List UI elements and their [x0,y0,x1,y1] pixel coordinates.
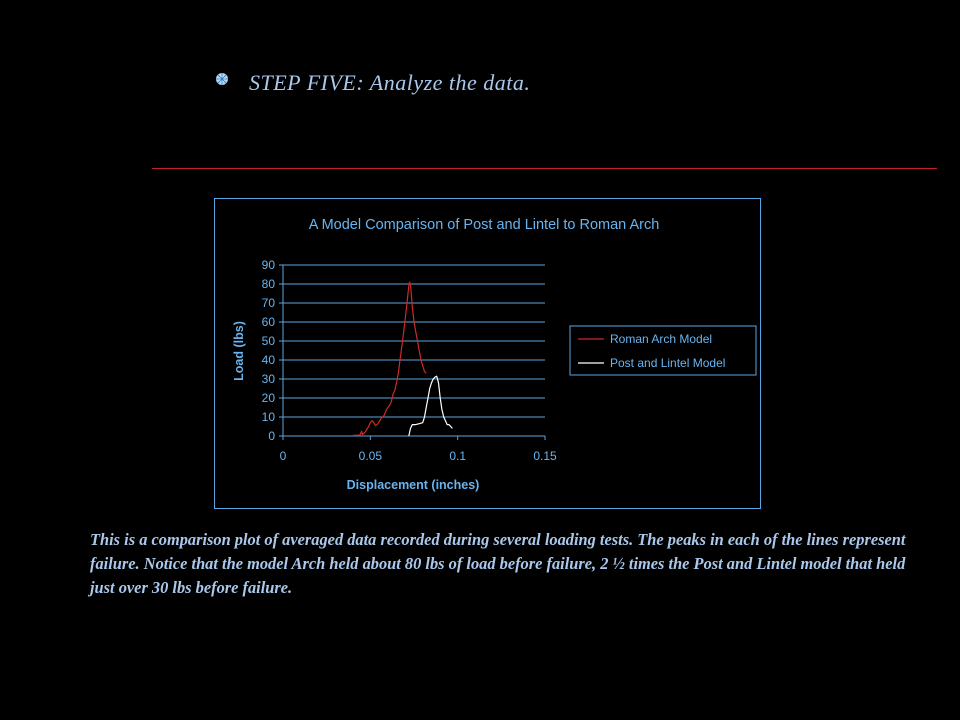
x-axis-label: Displacement (inches) [346,478,480,492]
legend [570,326,756,375]
y-tick-label: 10 [261,410,275,424]
y-tick-label: 90 [261,258,275,272]
slide-title: STEP FIVE: Analyze the data. [249,70,531,95]
y-tick-label: 0 [268,429,275,443]
chart-title: A Model Comparison of Post and Lintel to Roman Arch [308,217,660,233]
x-tick-label: 0.15 [533,449,557,463]
y-tick-label: 50 [261,334,275,348]
series-line-0 [353,282,426,435]
legend-label-roman: Roman Arch Model [610,332,713,346]
slide-description: This is a comparison plot of averaged data recorded during several loading tests. The peaks in each of the lines represent failure. Notice that the model Arch held about 80 lbs of load before failure, 2 ½ times the Post and Lintel model that held just over 30 lbs before failure. [90,530,906,597]
y-tick-label: 30 [261,372,275,386]
chart [214,198,761,509]
y-tick-label: 70 [261,296,275,310]
y-tick-label: 60 [261,315,275,329]
y-tick-label: 40 [261,353,275,367]
series-line-1 [409,376,453,436]
y-axis-label: Load (lbs) [232,321,246,381]
x-tick-label: 0.1 [449,449,467,463]
series-layer [353,282,453,436]
grid-layer [283,265,545,436]
x-tick-label: 0.05 [358,449,383,463]
divider-rule [152,168,937,169]
legend-label-post: Post and Lintel Model [610,356,726,370]
y-tick-label: 80 [261,277,275,291]
x-tick-label: 0 [279,449,287,463]
bullet-icon [215,72,229,86]
y-tick-label: 20 [261,391,275,405]
